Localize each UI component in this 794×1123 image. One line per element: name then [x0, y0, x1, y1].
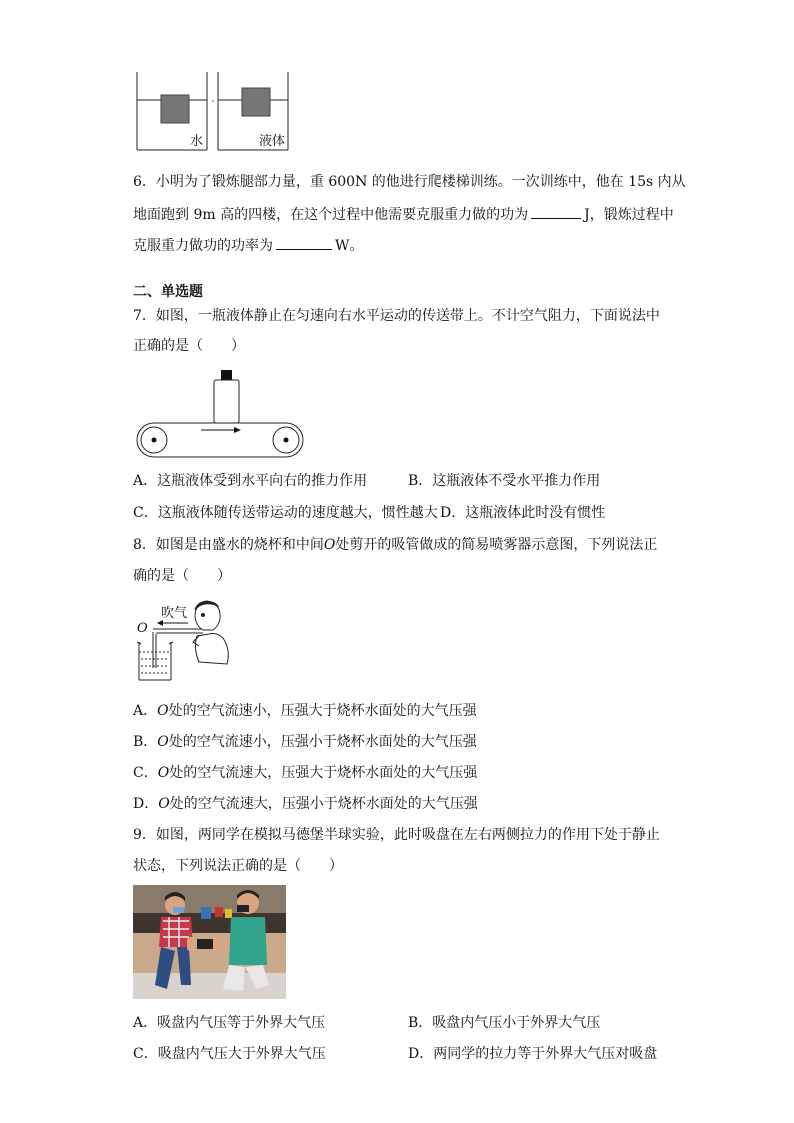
q8-line2: 确的是（ ）	[133, 568, 231, 584]
q7-option-b[interactable]: B．这瓶液体不受水平推力作用	[408, 473, 601, 489]
liquid-label: 液体	[259, 134, 286, 149]
water-label: 水	[190, 134, 204, 149]
q6-line3-text: 克服重力做功的功率为	[133, 238, 273, 254]
q8-option-d-point: O	[158, 796, 170, 812]
q7-line2: 正确的是（ ）	[133, 338, 245, 354]
q9-line1: 9．如图，两同学在模拟马德堡半球实验，此时吸盘在左右两侧拉力的作用下处于静止	[133, 827, 660, 843]
block-in-liquid	[242, 88, 270, 116]
q8-option-c-text: 处的空气流速大，压强大于烧杯水面处的大气压强	[169, 765, 478, 781]
q6-work-blank[interactable]	[531, 204, 581, 219]
q8-option-c-prefix: C．	[133, 765, 158, 781]
block-in-water	[161, 95, 189, 123]
q9-option-b[interactable]: B．吸盘内气压小于外界大气压	[408, 1015, 601, 1031]
q8-option-a-prefix: A．	[133, 703, 158, 719]
blow-label: 吹气	[161, 606, 188, 621]
q8-option-c-point: O	[157, 765, 170, 781]
q7-option-c[interactable]: C．这瓶液体随传送带运动的速度越大，惯性越大	[133, 505, 438, 521]
q6-line2-unit: J，锻炼过程中	[584, 207, 674, 223]
q9-line2: 状态，下列说法正确的是（ ）	[133, 858, 343, 874]
q7-line1: 7．如图，一瓶液体静止在匀速向右水平运动的传送带上。不计空气阻力，下面说法中	[133, 308, 660, 324]
bottle	[214, 380, 239, 423]
q8-line1-text: 8．如图是由盛水的烧杯和中间	[133, 537, 324, 553]
q8-option-d-prefix: D．	[133, 796, 159, 812]
q9-option-d[interactable]: D．两同学的拉力等于外界大气压对吸盘	[408, 1046, 658, 1062]
q8-option-d[interactable]	[133, 795, 478, 813]
q6-line2	[133, 204, 674, 224]
q8-point-o: O	[323, 537, 336, 553]
point-o-label: O	[137, 621, 148, 636]
q9-option-c[interactable]: C．吸盘内气压大于外界大气压	[133, 1046, 326, 1062]
conveyor-belt	[137, 423, 303, 457]
right-arrow-icon	[201, 427, 241, 433]
q8-option-a-point: O	[157, 703, 169, 719]
beaker-with-water	[137, 642, 173, 680]
q8-line1-text-2: 处剪开的吸管做成的简易喷雾器示意图，下列说法正	[335, 537, 658, 553]
q6-line2-text: 地面跑到 9m 高的四楼，在这个过程中他需要克服重力做的功为	[133, 207, 529, 223]
q7-option-a[interactable]: A．这瓶液体受到水平向右的推力作用	[133, 473, 368, 489]
section-title: 二、单选题	[133, 284, 203, 300]
conveyor-belt-figure	[133, 368, 308, 460]
q8-line1	[133, 536, 657, 554]
right-pulley-axle	[284, 438, 289, 443]
q8-option-b-text: 处的空气流速小，压强小于烧杯水面处的大气压强	[168, 734, 477, 750]
q8-option-b[interactable]	[133, 733, 477, 751]
q8-option-b-prefix: B．	[133, 734, 158, 750]
bottle-cap	[221, 370, 232, 380]
magdeburg-experiment-photo	[133, 885, 286, 999]
q8-option-c[interactable]	[133, 764, 477, 782]
q8-option-b-point: O	[157, 734, 169, 750]
q6-line3	[133, 235, 363, 255]
q6-power-blank[interactable]	[276, 235, 332, 250]
q7-option-d[interactable]: D．这瓶液体此时没有惯性	[440, 505, 606, 521]
q8-option-a[interactable]	[133, 702, 477, 720]
left-pulley-axle	[152, 438, 157, 443]
q9-option-a[interactable]: A．吸盘内气压等于外界大气压	[133, 1015, 326, 1031]
q8-option-a-text: 处的空气流速小，压强大于烧杯水面处的大气压强	[168, 703, 477, 719]
q6-line3-unit: W。	[335, 238, 364, 254]
q6-line1: 6．小明为了锻炼腿部力量，重 600N 的他进行爬楼梯训练。一次训练中，他在 15s 内从	[133, 174, 686, 190]
q8-option-d-text: 处的空气流速大，压强小于烧杯水面处的大气压强	[169, 796, 478, 812]
